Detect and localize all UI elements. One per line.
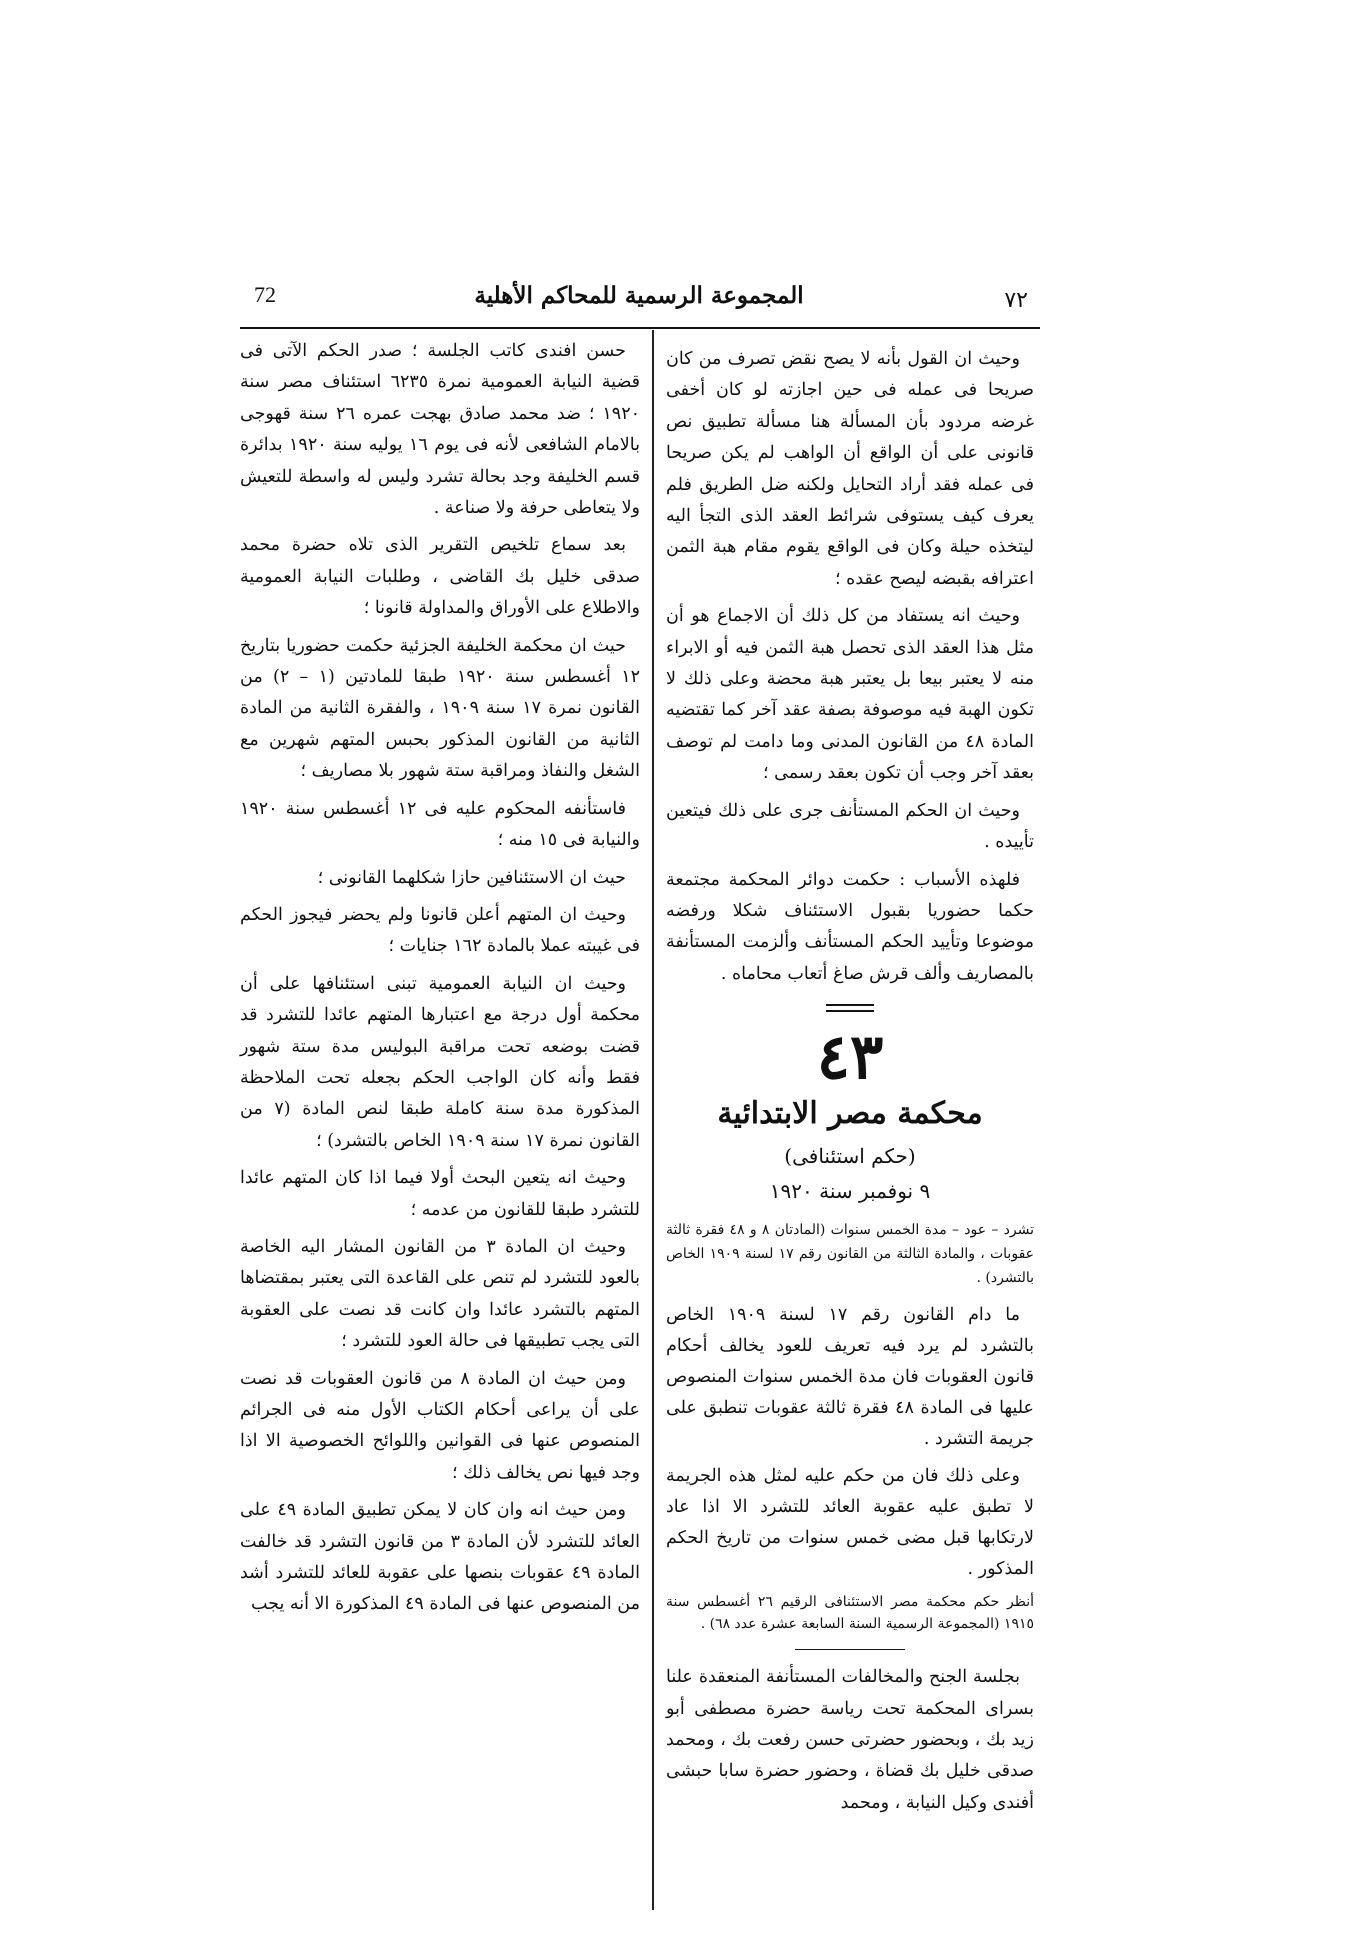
session-paragraph: بجلسة الجنح والمخالفات المستأنفة المنعقدة علنا بسراى المحكمة تحت رياسة حضرة مصطفى أبو زيد بك ، وبحضور حضرتى حسن رفعت بك ، ومحمد صدقى خليل بك قضاة ، وحضور حضرة سابا حبشى أفندى وكيل النيابة ، ومحمد — [666, 1667, 1034, 1813]
right-column — [666, 344, 1034, 1825]
paragraph: حيث ان الاستئنافين حازا شكلهما القانونى ؛ — [317, 867, 626, 888]
paragraph: وحيث ان المتهم أعلن قانونا ولم يحضر فيجوز الحكم فى غيبته عملا بالمادة ١٦٢ جنايات ؛ — [240, 904, 640, 957]
case-number: ٤٣ — [816, 1020, 884, 1094]
paragraph: بعد سماع تلخيص التقرير الذى تلاه حضرة محمد صدقى خليل بك القاضى ، وطلبات النيابة العمومية والاطلاع على الأوراق والمداولة قانونا ؛ — [240, 535, 640, 619]
page-number-arabic: ٧٢ — [1004, 288, 1028, 313]
paragraph: وحيث ان المادة ٣ من القانون المشار اليه الخاصة بالعود للتشرد لم تنص على القاعدة التى يعتبر بمقتضاها المتهم بالتشرد عائدا وان كانت قد نصت على العقوبة التى يجب تطبيقها فى حالة العود للتشرد ؛ — [240, 1236, 640, 1352]
running-title: المجموعة الرسمية للمحاكم الأهلية — [474, 282, 804, 309]
paragraph: حسن افندى كاتب الجلسة ؛ صدر الحكم الآتى فى قضية النيابة العمومية نمرة ٦٢٣٥ استئناف مصر سنة ١٩٢٠ ؛ ضد محمد صادق بهجت عمره ٢٦ سنة قهوجى بالامام الشافعى لأنه فى يوم ١٦ يوليه سنة ١٩٢٠ بدائرة قسم الخليفة وجد بحالة تشرد وليس له واسطة للتعيش ولا يتعاطى حرفة ولا صناعة . — [240, 341, 640, 519]
paragraph: فاستأنفه المحكوم عليه فى ١٢ أغسطس سنة ١٩٢٠ والنيابة فى ١٥ منه ؛ — [240, 798, 640, 851]
paragraph: فلهذه الأسباب : حكمت دوائر المحكمة مجتمعة حكما حضوريا بقبول الاستئناف شكلا ورفضه موضوعا وتأييد الحكم المستأنف وألزمت المستأنفة بالمصاريف وألف قرش صاغ أتعاب محاماه . — [666, 869, 1034, 984]
paragraph: وحيث انه يستفاد من كل ذلك أن الاجماع هو أن مثل هذا العقد الذى تحصل هبة الثمن فيه أو الابراء منه لا يعتبر بيعا بل يعتبر هبة محضة وعلى ذلك لا تكون الهبة فيه موصوفة بصفة عقد آخر كما تقتضيه المادة ٤٨ من القانون المدنى وما دامت لم توصف بعقد آخر وجب أن تكون بعقد رسمى ؛ — [666, 606, 1035, 784]
legal-principle: وعلى ذلك فان من حكم عليه لمثل هذه الجريمة لا تطبق عليه عقوبة العائد للتشرد الا اذا عاد لارتكابها قبل مضى خمس سنوات من تاريخ الحكم المذكور . — [666, 1466, 1034, 1580]
section-separator — [826, 1004, 874, 1012]
case-summary: تشرد – عود – مدة الخمس سنوات (المادتان ٨ و ٤٨ فقرة ثالثة عقوبات ، والمادة الثالثة من القانون رقم ١٧ لسنة ١٩٠٩ الخاص بالتشرد) . — [666, 1222, 1034, 1287]
paragraph: وحيث انه يتعين البحث أولا فيما اذا كان المتهم عائدا للتشرد طبقا للقانون من عدمه ؛ — [240, 1168, 640, 1220]
left-column — [240, 336, 640, 1627]
reference-note: أنظر حكم محكمة مصر الاستئنافى الرقيم ٢٦ أغسطس سنة ١٩١٥ (المجموعة الرسمية السنة السابعة عشرة عدد ٦٨) . — [666, 1594, 1034, 1633]
page-number-latin: 72 — [254, 282, 276, 307]
legal-principle: ما دام القانون رقم ١٧ لسنة ١٩٠٩ الخاص بالتشرد لم يرد فيه تعريف للعود يخالف أحكام قانون العقوبات فان مدة الخمس سنوات المنصوص عليها فى المادة ٤٨ فقرة ثالثة عقوبات تنطبق على جريمة التشرد . — [666, 1305, 1034, 1450]
paragraph: وحيث ان الحكم المستأنف جرى على ذلك فيتعين تأييده . — [666, 800, 1034, 853]
paragraph: وحيث ان القول بأنه لا يصح نقض تصرف من كان صريحا فى عمله فى حين اجازته لو كان أخفى غرضه مردود بأن المسألة هنا مسألة تطبيق نص قانونى على أن الواقع أن الواهب لم يكن صريحا فى عمله فقد أراد التحايل ولكنه ضل الطريق فلم يعرف كيف يستوفى شرائط العقد الذى التجأ اليه ليتخذه حيلة وكان فى الواقع يقوم مقام هبة الثمن اعترافه بقبضه ليصح عقده ؛ — [666, 349, 1034, 589]
ruling-date: ٩ نوفمبر سنة ١٩٢٠ — [769, 1179, 931, 1204]
page-header — [240, 278, 1038, 322]
header-rule — [240, 327, 1040, 329]
paragraph: ومن حيث ان المادة ٨ من قانون العقوبات قد نصت على أن يراعى أحكام الكتاب الأول منه فى الجرائم المنصوص عنها فى القوانين واللوائح الخصوصية الا اذا وجد فيها نص يخالف ذلك ؛ — [240, 1368, 640, 1483]
paragraph: حيث ان محكمة الخليفة الجزئية حكمت حضوريا بتاريخ ١٢ أغسطس سنة ١٩٢٠ طبقا للمادتين (١ – ٢) من القانون نمرة ١٧ سنة ١٩٠٩ ، والفقرة الثانية من المادة الثانية من القانون المذكور بحبس المتهم شهرين مع الشغل والنفاذ ومراقبة ستة شهور بلا مصاريف ؛ — [240, 635, 641, 782]
column-divider — [652, 330, 654, 1910]
court-name: محكمة مصر الابتدائية — [717, 1096, 983, 1132]
paragraph: وحيث ان النيابة العمومية تبنى استئنافها على أن محكمة أول درجة مع اعتبارها المتهم عائدا للتشرد قد قضت بوضعه تحت مراقبة البوليس مدة ستة شهور فقط وأنه كان الواجب الحكم بجعله تحت الملاحظة المذكورة مدة سنة كاملة طبقا لنص المادة (٧ من القانون نمرة ١٧ سنة ١٩٠٩ الخاص بالتشرد) ؛ — [240, 973, 640, 1151]
ruling-type: (حكم استئنافى) — [784, 1144, 916, 1169]
section-separator — [795, 1649, 905, 1650]
paragraph: ومن حيث انه وان كان لا يمكن تطبيق المادة ٤٩ على العائد للتشرد لأن المادة ٣ من قانون التشرد قد خالفت المادة ٤٩ عقوبات بنصها على عقوبة للعائد للتشرد أشد من المنصوص عنها فى المادة ٤٩ المذكورة الا أنه يجب — [240, 1500, 640, 1615]
